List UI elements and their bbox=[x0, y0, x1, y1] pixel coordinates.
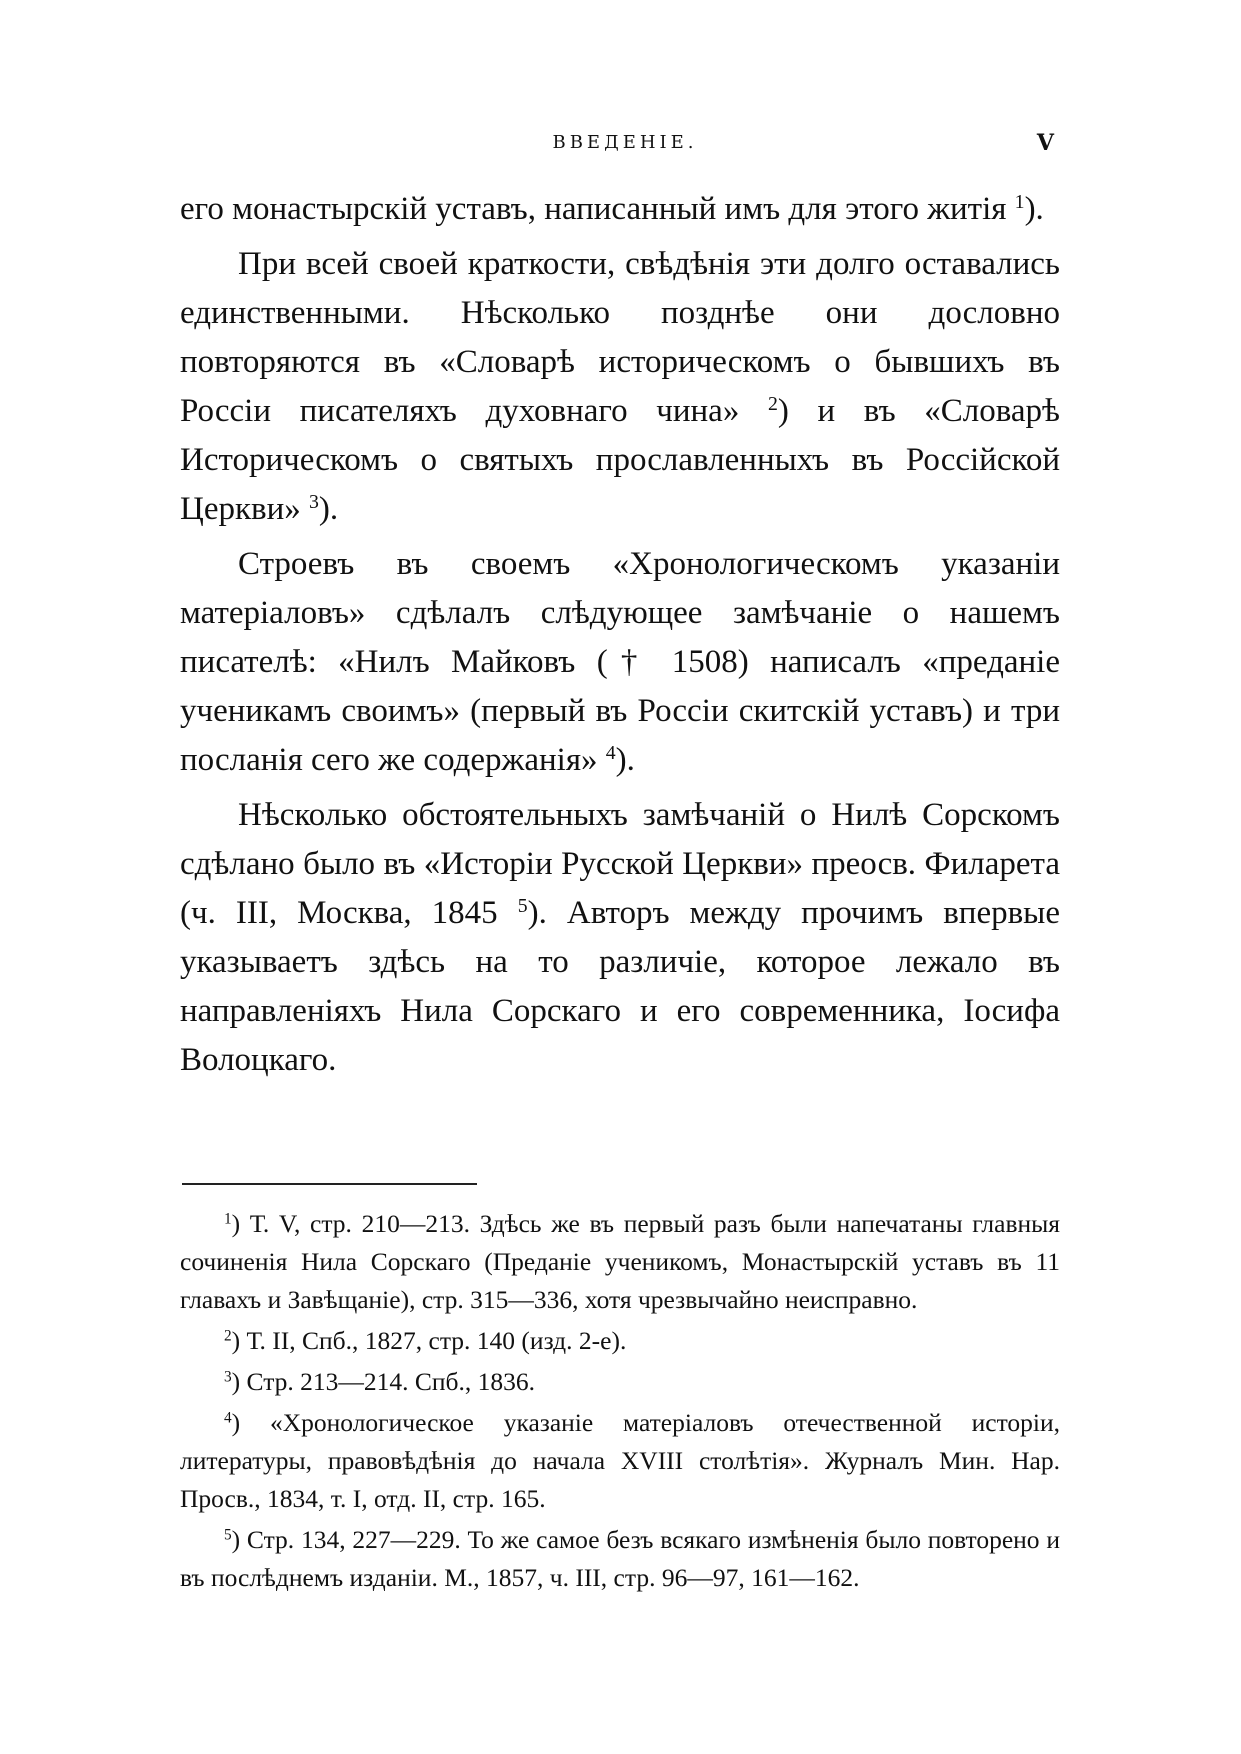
chapter-title: ВВЕДЕНІЕ. bbox=[552, 132, 698, 153]
footnote-ref-4[interactable]: 4 bbox=[605, 742, 616, 765]
footnote-divider bbox=[182, 1183, 477, 1185]
paragraph-3: Строевъ въ своемъ «Хронологическомъ указаніи матеріаловъ» сдѣлалъ слѣдующее замѣчаніе о нашемъ писателѣ: «Нилъ Майковъ († 1508) написалъ «преданіе ученикамъ своимъ» (первый въ Россіи скитскій уставъ) и три посланія сего же содержанія» $^4$). bbox=[180, 546, 1060, 778]
footnote-ref-3[interactable]: 3 bbox=[309, 491, 319, 514]
body-text bbox=[180, 185, 1060, 1085]
footnote-3: $^3$) Стр. 213—214. Спб., 1836. bbox=[224, 1367, 536, 1396]
footnote-ref-2[interactable]: 2 bbox=[767, 393, 778, 416]
footnote-ref-1[interactable]: 1 bbox=[1014, 191, 1025, 214]
footnote-2: $^2$) Т. II, Спб., 1827, стр. 140 (изд. 2-е). bbox=[224, 1326, 627, 1355]
footnotes bbox=[180, 1205, 1060, 1600]
running-header bbox=[180, 128, 1060, 158]
paragraph-2: При всей своей краткости, свѣдѣнія эти долго оставались единственными. Нѣсколько позднѣе они дословно повторяются въ «Словарѣ историческомъ о бывшихъ въ Россіи писателяхъ духовнаго чина» $^2$) и въ «Словарѣ Историческомъ о святыхъ прославленныхъ въ Россійской Церкви» $^3$). bbox=[180, 246, 1060, 527]
footnote-4: $^4$) «Хронологическое указаніе матеріаловъ отечественной исторіи, литературы, правовѣдѣнія до начала XVIII столѣтія». Журналъ Мин. Нар. Просв., 1834, т. I, отд. II, стр. 165. bbox=[180, 1408, 1060, 1513]
footnote-1: $^1$) Т. V, стр. 210—213. Здѣсь же въ первый разъ были напечатаны главныя сочиненія Нила Сорскаго (Преданіе ученикомъ, Монастырскій уставъ въ 11 главахъ и Завѣщаніе), стр. 315—336, хотя чрезвычайно неисправно. bbox=[180, 1209, 1060, 1314]
footnote-ref-5[interactable]: 5 bbox=[517, 895, 528, 918]
paragraph-4: Нѣсколько обстоятельныхъ замѣчаній о Нилѣ Сорскомъ сдѣлано было въ «Исторіи Русской Церкви» преосв. Филарета (ч. III, Москва, 1845 $^5$). Авторъ между прочимъ впервые указываетъ здѣсь на то различіе, которое лежало въ направленіяхъ Нила Сорскаго и его современника, Іосифа Волоцкаго. bbox=[180, 797, 1060, 1078]
page-number: V bbox=[1036, 130, 1054, 156]
footnote-5: $^5$) Стр. 134, 227—229. То же самое безъ всякаго измѣненія было повторено и въ послѣднемъ изданіи. М., 1857, ч. III, стр. 96—97, 161—162. bbox=[180, 1525, 1060, 1592]
paragraph-1: его монастырскій уставъ, написанный имъ для этого житія $^1$). bbox=[180, 191, 1044, 227]
